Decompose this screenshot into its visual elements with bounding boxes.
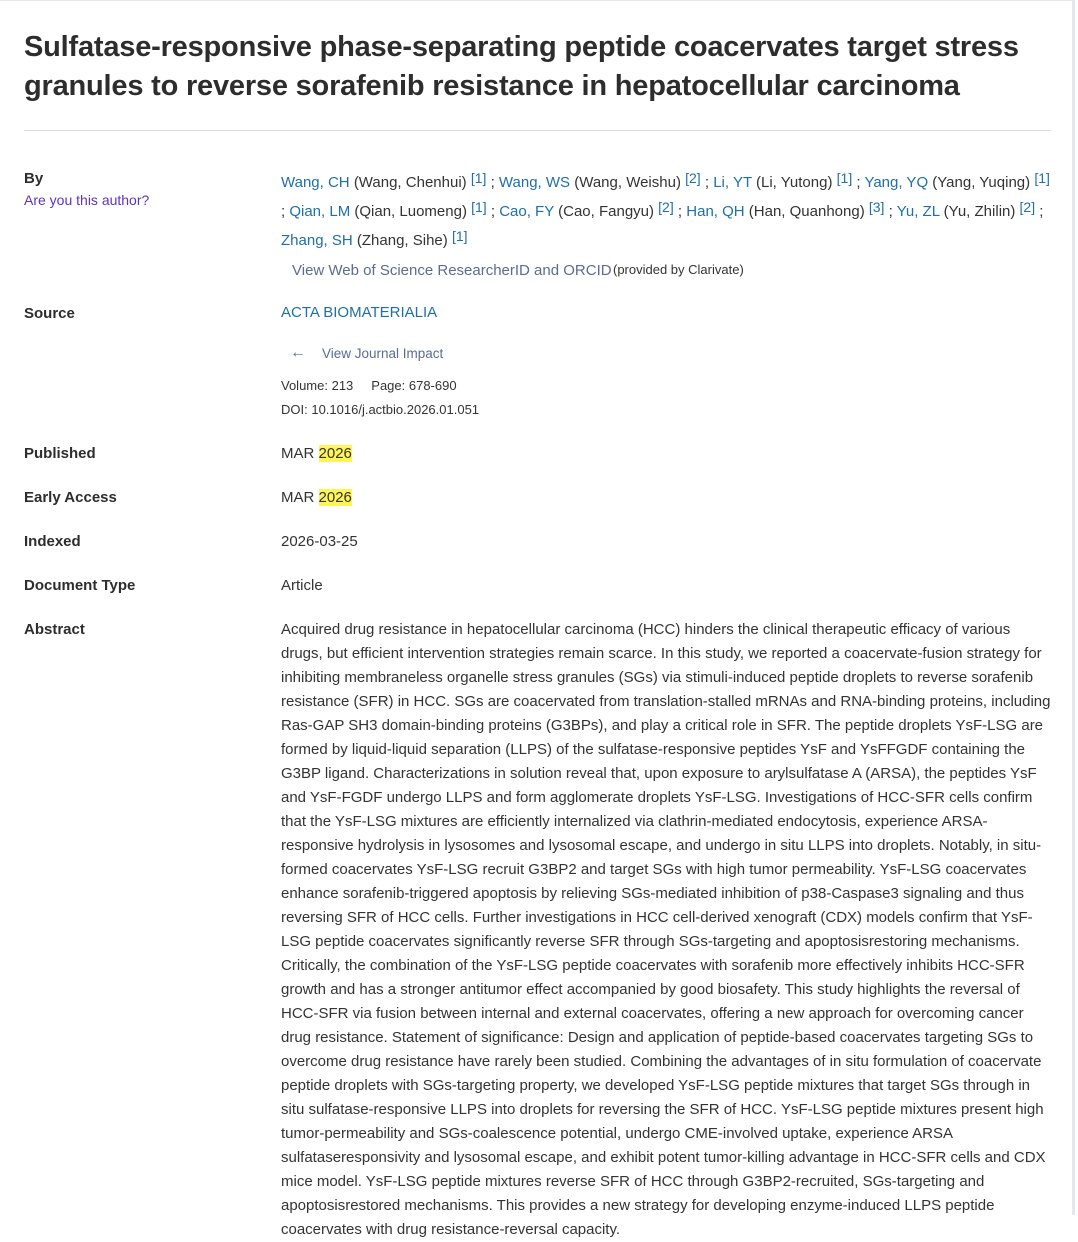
journal-impact-button[interactable] xyxy=(290,344,443,362)
early-access-year: 2026 xyxy=(318,489,352,506)
page-range: Page: 678-690 xyxy=(371,378,457,393)
author-fullname: (Cao, Fangyu) xyxy=(558,203,654,220)
provided-by-note: (provided by Clarivate) xyxy=(613,262,744,277)
author-fullname: (Yu, Zhilin) xyxy=(943,203,1016,220)
published-label: Published xyxy=(24,445,96,462)
journal-link[interactable]: ACTA BIOMATERIALIA xyxy=(281,304,438,321)
doi: DOI: 10.1016/j.actbio.2026.01.051 xyxy=(281,402,480,417)
early-access-date xyxy=(281,489,352,506)
page-title: Sulfatase-responsive phase-separating peptide coacervates target stress granules to reverse sorafenib resistance in hepatocellular carcinoma xyxy=(24,31,1019,102)
author-claim-link[interactable]: Are you this author? xyxy=(24,192,150,208)
author-fullname: (Han, Quanhong) xyxy=(748,203,865,220)
author-fullname: (Wang, Weishu) xyxy=(574,174,681,191)
published-year: 2026 xyxy=(318,445,352,462)
indexed-date: 2026-03-25 xyxy=(281,533,358,550)
author-fullname: (Qian, Luomeng) xyxy=(354,203,467,220)
document-type-label: Document Type xyxy=(24,577,136,594)
author-link[interactable]: Cao, FY xyxy=(499,203,554,220)
affiliation-ref[interactable]: [2] xyxy=(685,170,701,186)
affiliation-ref[interactable]: [1] xyxy=(471,199,487,215)
volume: Volume: 213 xyxy=(281,378,354,393)
author-link[interactable]: Zhang, SH xyxy=(281,232,353,249)
indexed-label: Indexed xyxy=(24,533,81,550)
author-fullname: (Li, Yutong) xyxy=(756,174,833,191)
affiliation-ref[interactable]: [3] xyxy=(868,199,885,215)
affiliation-ref[interactable]: [1] xyxy=(1034,170,1050,186)
affiliation-ref[interactable]: [2] xyxy=(658,199,674,215)
document-type: Article xyxy=(281,577,323,594)
author-link[interactable]: Qian, LM xyxy=(289,203,351,220)
abstract-label: Abstract xyxy=(24,621,85,638)
volume-page-line xyxy=(281,378,457,393)
author-fullname: (Wang, Chenhui) xyxy=(353,174,467,191)
published-date xyxy=(281,445,352,462)
abstract-text: Acquired drug resistance in hepatocellular carcinoma (HCC) hinders the clinical therapeutic efficacy of various drugs, but efficient intervention strategies remain scarce. In this study, we reported a coacervate-fusion strategy for inhibiting membraneless organelle stress granules (SGs) via stimuli-induced peptide droplets to reverse sorafenib resistance (SFR) in HCC. SGs are coacervated from translation-stalled mRNAs and RNA-binding proteins, including Ras-GAP SH3 domain-binding proteins (G3BPs), and play a critical role in SFR. The peptide droplets YsF-LSG are formed by liquid-liquid separation (LLPS) of the sulfatase-responsive peptides YsF and YsFFGDF containing the G3BP ligand. Characterizations in solution reveal that, upon exposure to arylsulfatase A (ARSA), the peptides YsF and YsF-FGDF undergo LLPS and form agglomerate droplets YsF-LSG. Investigations of HCC-SFR cells confirm that the YsF-LSG mixtures are efficiently internalized via clathrin-mediated endocytosis, experience ARSA-responsive hydrolysis in lysosomes and lysosomal escape, and undergo in situ LLPS into droplets. Notably, in situ-formed coacervates YsF-LSG recruit G3BP2 and target SGs with high tumor permeability. YsF-LSG coacervates enhance sorafenib-triggered apoptosis by relieving SGs-mediated inhibition of p38-Caspase3 signaling and thus reversing SFR of HCC cells. Further investigations in HCC cell-derived xenograft (CDX) models confirm that YsF-LSG peptide coacervates significantly reverse SFR through SGs-targeting and apoptosisrestoring mechanisms. Critically, the combination of the YsF-LSG peptide coacervates with sorafenib more effectively inhibits HCC-SFR growth and has a stronger antitumor effect accompanied by good biosafety. This study highlights the reversal of HCC-SFR via fusion between internal and external coacervates, offering a new approach for overcoming cancer drug resistance. Statement of significance: Design and application of peptide-based coacervates targeting SGs to overcome drug resistance have rarely been studied. Combining the advantages of in situ formulation of coacervate peptide droplets with SGs-targeting property, we developed YsF-LSG peptide mixtures that target SGs through in situ sulfatase-responsive LLPS into droplets for reversing the SFR of HCC. YsF-LSG peptide mixtures present high tumor-permeability and SGs-coalescence potential, undergo CME-involved uptake, experience ARSA sulfataseresponsivity and lysosomal escape, and exhibit potent tumor-killing advantage in HCC-SFR cells and CDX mice model. YsF-LSG peptide mixtures reverse SFR of HCC through G3BP2-recruited, SGs-targeting and apoptosisrestored mechanisms. This provides a new strategy for developing enzyme-induced LLPS peptide coacervates with drug resistance-reversal capacity. xyxy=(281,621,1051,1238)
author-link[interactable]: Yu, ZL xyxy=(896,203,940,220)
author-link[interactable]: Yang, YQ xyxy=(864,174,929,191)
author-list: Wang, CH (Wang, Chenhui) [1] ; Wang, WS (Wang, Weishu) [2] ; Li, YT (Li, Yutong) [1] ; Yang, YQ (Yang, Yuqing) [1] ; Qian, LM (Qian, Luomeng) [1] ; Cao, FY (Cao, Fangyu) [2] ; Han, QH (Han, Quanhong) [3] ; Yu, ZL (Yu, Zhilin) [2] ; Zhang, SH (Zhang, Sihe) [1] xyxy=(281,170,1050,249)
journal-impact-label: View Journal Impact xyxy=(322,345,444,361)
affiliation-ref[interactable]: [1] xyxy=(836,170,853,186)
author-link[interactable]: Wang, WS xyxy=(498,174,571,191)
title-divider xyxy=(24,130,1051,131)
author-fullname: (Yang, Yuqing) xyxy=(932,174,1031,191)
affiliation-ref[interactable]: [2] xyxy=(1019,199,1036,215)
author-link[interactable]: Wang, CH xyxy=(281,174,350,191)
author-fullname: (Zhang, Sihe) xyxy=(356,232,448,249)
affiliation-ref[interactable]: [1] xyxy=(470,170,487,186)
early-access-label: Early Access xyxy=(24,489,117,506)
early-access-month: MAR xyxy=(281,489,315,506)
author-link[interactable]: Han, QH xyxy=(686,203,745,220)
affiliation-ref[interactable]: [1] xyxy=(451,228,468,244)
researcher-id-link[interactable]: View Web of Science ResearcherID and ORCID xyxy=(292,262,612,279)
by-label: By xyxy=(24,170,44,187)
source-label: Source xyxy=(24,305,75,322)
arrow-left-icon: ← xyxy=(290,344,306,361)
published-month: MAR xyxy=(281,445,315,462)
author-link[interactable]: Li, YT xyxy=(713,174,752,191)
